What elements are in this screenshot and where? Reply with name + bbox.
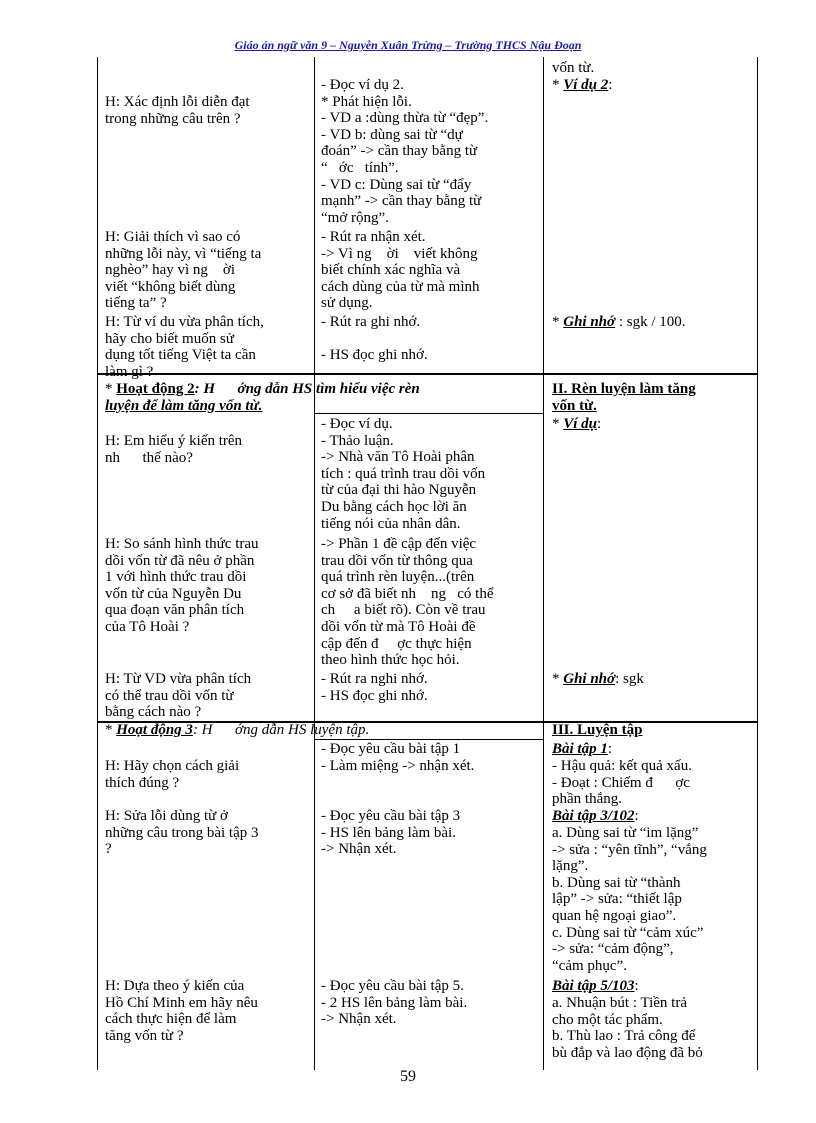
row-separator bbox=[314, 739, 543, 740]
answer-text: - Đọc yêu cầu bài tập 5. - 2 HS lên bảng làm bài. -> Nhận xét. bbox=[321, 978, 468, 1028]
notes-text: - Hậu quả: kết quả xấu. - Đoạt : Chiếm đ ợc phần thắng. bbox=[552, 758, 692, 808]
table-border-left bbox=[97, 57, 98, 1070]
question-text: H: Giải thích vì sao có những lỗi này, vì “tiếng ta nghèo” hay vì ng ời viết “không biết dùng tiếng ta” ? bbox=[105, 229, 262, 312]
answer-text: -> Phần 1 đề cập đến việc trau dồi vốn từ thông qua quá trình rèn luyện...(trên cơ sở đã biết nh ng có thể ch a biết rõ). Còn về trau dồi vốn từ mà Tô Hoài đề cập đến đ ợc thực hiện theo hình thức học hỏi. bbox=[321, 536, 494, 669]
notes-text: * Ghi nhớ: sgk bbox=[552, 671, 644, 687]
answer-text: - Rút ra ghi nhớ. bbox=[321, 314, 421, 330]
section-heading: II. Rèn luyện làm tăng vốn từ. bbox=[552, 381, 696, 414]
answer-text: - HS đọc ghi nhớ. bbox=[321, 347, 428, 363]
section-heading: III. Luyện tập bbox=[552, 722, 643, 738]
question-text: H: Sửa lỗi dùng từ ở những câu trong bài tập 3 ? bbox=[105, 808, 259, 858]
question-text: H: Em hiểu ý kiến trên nh thế nào? bbox=[105, 433, 243, 466]
question-text: H: Xác định lỗi diễn đạt trong những câu trên ? bbox=[105, 94, 250, 127]
answer-text: - Rút ra nhận xét. -> Vì ng ời viết không biết chính xác nghĩa và cách dùng của từ mà mình sử dụng. bbox=[321, 229, 480, 312]
question-text: H: Hãy chọn cách giải thích đúng ? bbox=[105, 758, 240, 791]
question-text: H: Từ VD vừa phân tích có thể trau dồi vốn từ bằng cách nào ? bbox=[105, 671, 252, 721]
table-divider-2 bbox=[543, 57, 544, 1070]
answer-text: - Rút ra nghi nhớ. - HS đọc ghi nhớ. bbox=[321, 671, 428, 704]
notes-text: a. Dùng sai từ “im lặng” -> sửa : “yên tĩnh”, “vắng lặng”. b. Dùng sai từ “thành lập” -> sửa: “thiết lập quan hệ ngoại giao”. c. Dùng sai từ “cảm xúc” -> sửa: “cảm động”, “cảm phục”. bbox=[552, 825, 707, 974]
exercise-label: Bài tập 1: bbox=[552, 741, 613, 757]
answer-text: - Đọc yêu cầu bài tập 3 - HS lên bảng làm bài. -> Nhận xét. bbox=[321, 808, 461, 858]
notes-text: * Ví dụ: bbox=[552, 416, 602, 432]
notes-text: * Ghi nhớ : sgk / 100. bbox=[552, 314, 686, 330]
exercise-label: Bài tập 5/103: bbox=[552, 978, 639, 994]
activity-heading: * Hoạt động 3: H ớng dẫn HS luyện tập. bbox=[105, 722, 370, 738]
notes-text: * Ví dụ 2: bbox=[552, 77, 613, 93]
answer-text: - Đọc ví dụ 2. * Phát hiện lỗi. - VD a :dùng thừa từ “đẹp”. - VD b: dùng sai từ “dự đoán” -> cần thay bằng từ “ ớc tính”. - VD c: Dùng sai từ “đẩy mạnh” -> cần thay bằng từ “mở rộng”. bbox=[321, 77, 489, 226]
answer-text: - Đọc ví dụ. - Thảo luận. -> Nhà văn Tô Hoài phân tích : quá trình trau dồi vốn từ của đại thi hào Nguyễn Du bằng cách học lời ăn tiếng nói của nhân dân. bbox=[321, 416, 486, 532]
table-divider-1 bbox=[314, 57, 315, 1070]
question-text: H: Dựa theo ý kiến của Hồ Chí Minh em hãy nêu cách thực hiện để làm tăng vốn từ ? bbox=[105, 978, 258, 1044]
activity-heading: * Hoạt động 2: H ớng dẫn HS tìm hiểu việc rèn luyện để làm tăng vốn từ. bbox=[105, 381, 420, 414]
answer-text: - Đọc yêu cầu bài tập 1 - Làm miệng -> nhận xét. bbox=[321, 741, 475, 774]
page-number: 59 bbox=[400, 1068, 416, 1085]
table-border-right bbox=[757, 57, 758, 1070]
page-header: Giáo án ngữ văn 9 – Nguyễn Xuân Trừng – Trường THCS Nậu Đoạn bbox=[234, 38, 582, 52]
question-text: H: So sánh hình thức trau dồi vốn từ đã nêu ở phần 1 với hình thức trau dồi vốn từ của Nguyễn Du qua đoạn văn phân tích của Tô Hoài ? bbox=[105, 536, 259, 635]
notes-text: vốn từ. bbox=[552, 60, 595, 76]
question-text: H: Từ ví du vừa phân tích, hãy cho biết muốn sử dụng tốt tiếng Việt ta cần làm gì ? bbox=[105, 314, 264, 380]
exercise-label: Bài tập 3/102: bbox=[552, 808, 639, 824]
notes-text: a. Nhuận bút : Tiền trả cho một tác phẩm. b. Thù lao : Trả công để bù đắp và lao động đã bỏ bbox=[552, 995, 703, 1061]
